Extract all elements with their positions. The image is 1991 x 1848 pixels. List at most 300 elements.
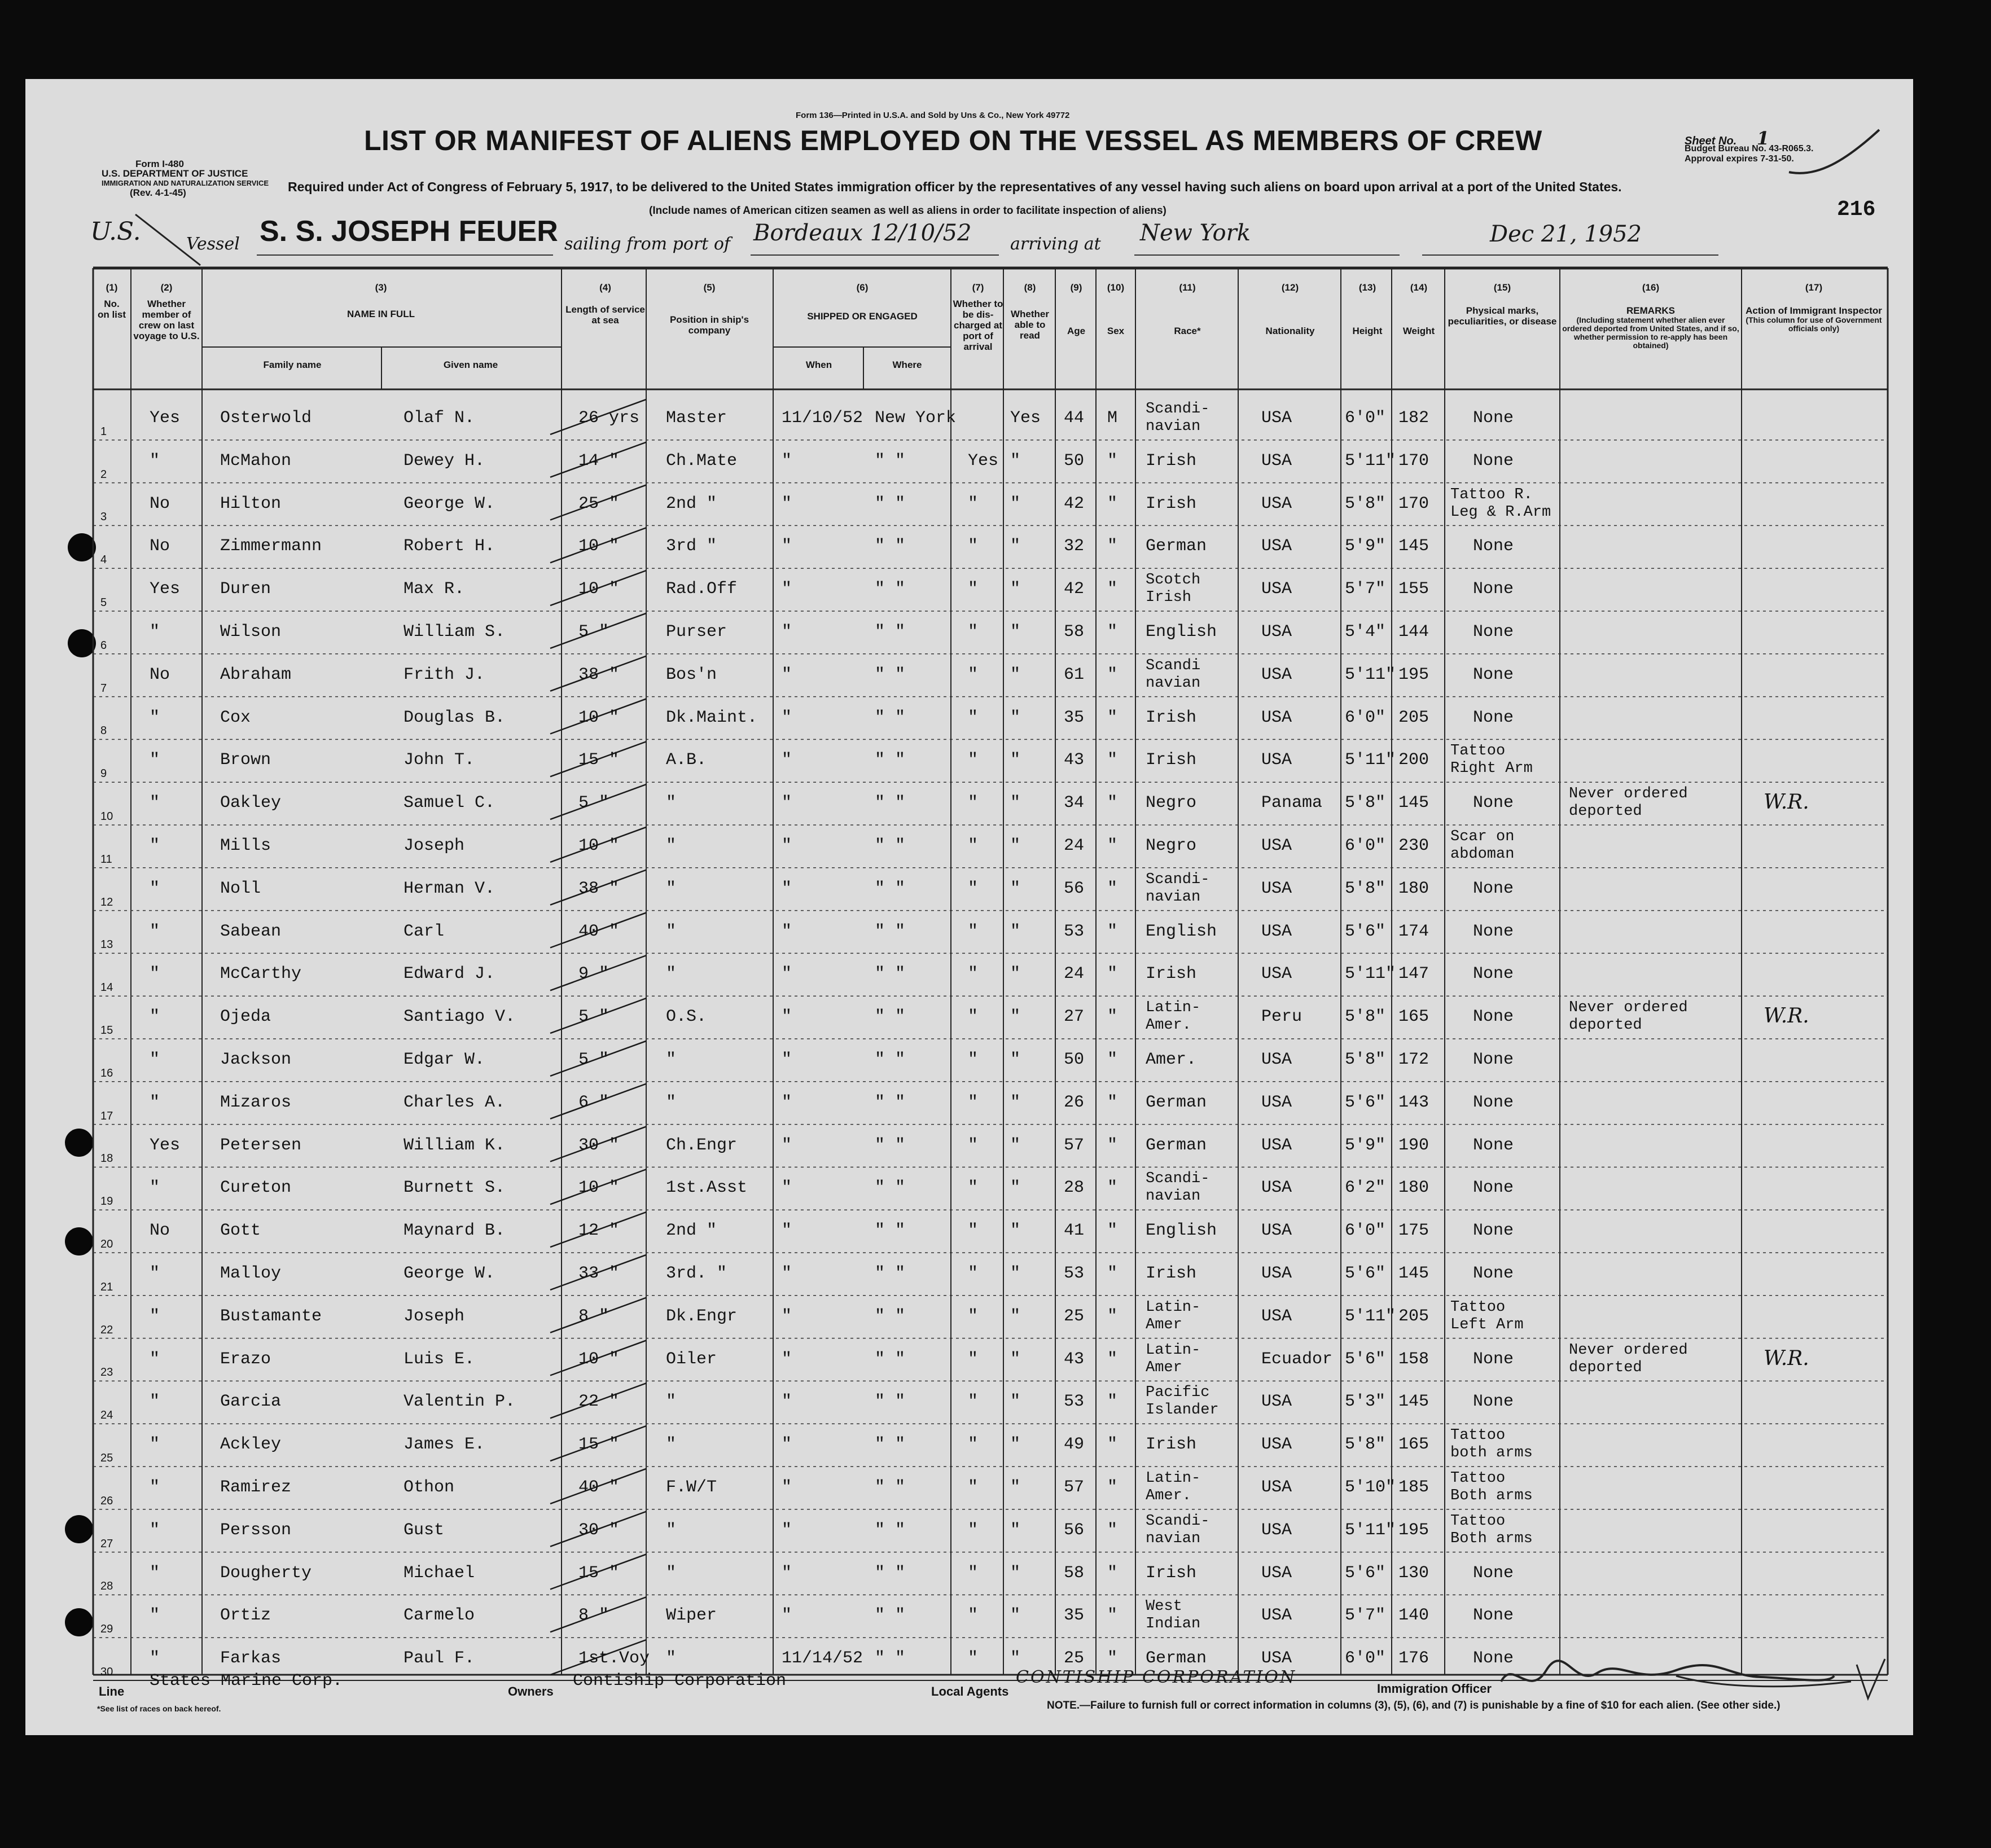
race-cell: Scandi- navian	[1146, 400, 1210, 435]
physical-marks-cell: Tattoo Right Arm	[1450, 743, 1533, 778]
member-cell: "	[150, 1178, 160, 1198]
when-cell: "	[782, 1221, 792, 1241]
sex-cell: "	[1107, 537, 1118, 556]
row-number: 5	[100, 596, 107, 609]
height-cell: 5'7"	[1345, 580, 1386, 599]
family-name-cell: Ramirez	[220, 1477, 292, 1497]
race-cell: Latin- Amer	[1146, 1341, 1201, 1376]
given-name-cell: William K.	[404, 1135, 506, 1155]
member-cell: "	[150, 1520, 160, 1540]
physical-marks-cell: None	[1473, 793, 1514, 813]
row-number: 1	[100, 425, 107, 438]
nationality-cell: USA	[1261, 750, 1292, 770]
when-cell: "	[782, 494, 792, 513]
family-name-cell: Farkas	[220, 1649, 282, 1669]
member-cell: "	[150, 451, 160, 471]
row-number: 24	[100, 1409, 113, 1422]
race-cell: Irish	[1146, 708, 1197, 727]
service-cell: 5 "	[578, 1050, 609, 1069]
when-cell: "	[782, 1135, 792, 1155]
age-cell: 57	[1064, 1135, 1085, 1155]
age-cell: 58	[1064, 622, 1085, 642]
family-name-cell: Persson	[220, 1520, 292, 1540]
able-read-cell: "	[1010, 879, 1021, 898]
service-cell: 9 "	[578, 964, 609, 984]
weight-cell: 176	[1398, 1649, 1429, 1669]
physical-marks-cell: None	[1473, 1263, 1514, 1283]
position-cell: "	[666, 1520, 677, 1540]
when-cell: "	[782, 879, 792, 898]
position-cell: "	[666, 793, 677, 813]
age-cell: 25	[1064, 1306, 1085, 1326]
race-cell: German	[1146, 1092, 1207, 1112]
able-read-cell: "	[1010, 1563, 1021, 1583]
sex-cell: "	[1107, 1649, 1118, 1669]
when-cell: "	[782, 1306, 792, 1326]
service-cell: 40 "	[578, 921, 620, 941]
when-cell: "	[782, 793, 792, 813]
height-cell: 5'6"	[1345, 921, 1386, 941]
weight-cell: 170	[1398, 451, 1429, 471]
age-cell: 25	[1064, 1649, 1085, 1669]
sex-cell: "	[1107, 1435, 1118, 1455]
age-cell: 53	[1064, 1392, 1085, 1412]
remarks-cell: Never ordered deported	[1569, 785, 1688, 820]
able-read-cell: "	[1010, 1649, 1021, 1669]
discharged-cell: "	[968, 537, 979, 556]
row-number: 20	[100, 1238, 113, 1250]
height-cell: 5'11"	[1345, 451, 1396, 471]
physical-marks-cell: None	[1473, 1563, 1514, 1583]
family-name-cell: Jackson	[220, 1050, 292, 1069]
row-number: 11	[100, 853, 112, 866]
given-name-cell: Dewey H.	[404, 451, 485, 471]
physical-marks-cell: None	[1473, 537, 1514, 556]
owners-label: Owners	[508, 1684, 554, 1698]
row-number: 23	[100, 1366, 113, 1379]
member-cell: "	[150, 1477, 160, 1497]
where-cell: " "	[875, 1392, 906, 1412]
position-cell: "	[666, 1092, 677, 1112]
nationality-cell: USA	[1261, 708, 1292, 727]
where-cell: " "	[875, 1563, 906, 1583]
able-read-cell: "	[1010, 1306, 1021, 1326]
nationality-cell: USA	[1261, 1477, 1292, 1497]
arriving-label: arriving at	[1010, 234, 1101, 254]
age-cell: 41	[1064, 1221, 1085, 1241]
col-15-header: (15) Physical marks, peculiarities, or disease	[1448, 282, 1557, 327]
when-cell: 11/10/52	[782, 408, 863, 428]
weight-cell: 180	[1398, 1178, 1429, 1198]
service-cell: 15 "	[578, 1563, 620, 1583]
row-number: 8	[100, 725, 107, 738]
weight-cell: 145	[1398, 537, 1429, 556]
row-number: 7	[100, 682, 107, 695]
when-cell: "	[782, 1349, 792, 1369]
weight-cell: 180	[1398, 879, 1429, 898]
where-cell: " "	[875, 622, 906, 642]
member-cell: "	[150, 793, 160, 813]
family-name-cell: Wilson	[220, 622, 282, 642]
height-cell: 5'11"	[1345, 1520, 1396, 1540]
sex-cell: "	[1107, 1477, 1118, 1497]
race-cell: Scandi navian	[1146, 657, 1201, 692]
nationality-cell: USA	[1261, 451, 1292, 471]
family-name-cell: Zimmermann	[220, 537, 322, 556]
row-number: 30	[100, 1666, 113, 1678]
race-cell: Amer.	[1146, 1050, 1197, 1069]
height-cell: 5'8"	[1345, 494, 1386, 513]
owners-value: Contiship Corporation	[573, 1671, 787, 1691]
col-6-header: (6) SHIPPED OR ENGAGED	[807, 282, 918, 322]
col-9-header: (9) Age	[1067, 282, 1086, 336]
able-read-cell: "	[1010, 1477, 1021, 1497]
nationality-cell: USA	[1261, 665, 1292, 684]
nationality-cell: USA	[1261, 1392, 1292, 1412]
officer-label: Immigration Officer	[1377, 1682, 1492, 1696]
sex-cell: "	[1107, 451, 1118, 471]
row-number: 28	[100, 1580, 113, 1593]
given-name-cell: Joseph	[404, 836, 465, 855]
race-cell: Scotch Irish	[1146, 572, 1201, 607]
when-cell: "	[782, 921, 792, 941]
service-cell: 5 "	[578, 1007, 609, 1027]
age-cell: 24	[1064, 964, 1085, 984]
discharged-cell: "	[968, 494, 979, 513]
nationality-cell: USA	[1261, 1435, 1292, 1455]
race-cell: Scandi- navian	[1146, 1170, 1210, 1205]
given-name-cell: Herman V.	[404, 879, 495, 898]
nationality-cell: USA	[1261, 1306, 1292, 1326]
where-cell: " "	[875, 665, 906, 684]
family-name-cell: Ortiz	[220, 1606, 271, 1626]
when-cell: "	[782, 665, 792, 684]
position-cell: Oiler	[666, 1349, 717, 1369]
where-cell: " "	[875, 451, 906, 471]
where-header: Where	[892, 359, 922, 370]
member-cell: Yes	[150, 580, 181, 599]
given-name-cell: George W.	[404, 494, 495, 513]
where-cell: " "	[875, 1349, 906, 1369]
race-cell: English	[1146, 622, 1217, 642]
col-5-header: (5) Position in ship's company	[669, 282, 749, 336]
where-cell: " "	[875, 1520, 906, 1540]
discharged-cell: "	[968, 1178, 979, 1198]
sex-cell: "	[1107, 708, 1118, 727]
col-13-header: (13) Height	[1352, 282, 1383, 336]
discharged-cell: "	[968, 836, 979, 855]
when-header: When	[805, 359, 832, 370]
family-name-cell: Oakley	[220, 793, 282, 813]
discharged-cell: "	[968, 879, 979, 898]
row-number: 14	[100, 981, 113, 994]
family-name-cell: Abraham	[220, 665, 292, 684]
position-cell: Bos'n	[666, 665, 717, 684]
race-cell: Negro	[1146, 793, 1197, 813]
service-cell: 26 yrs	[578, 408, 640, 428]
nationality-cell: Peru	[1261, 1007, 1303, 1027]
row-number: 18	[100, 1152, 113, 1165]
where-cell: " "	[875, 1007, 906, 1027]
page-title: LIST OR MANIFEST OF ALIENS EMPLOYED ON THE VESSEL AS MEMBERS OF CREW	[364, 125, 1542, 156]
physical-marks-cell: None	[1473, 451, 1514, 471]
height-cell: 5'10"	[1345, 1477, 1396, 1497]
position-cell: Purser	[666, 622, 727, 642]
where-cell: " "	[875, 1221, 906, 1241]
service-cell: 15 "	[578, 750, 620, 770]
race-cell: West Indian	[1146, 1598, 1201, 1633]
include-note: (Include names of American citizen seamen as well as aliens in order to facilitate inspection of aliens)	[649, 205, 1166, 217]
row-number: 3	[100, 511, 107, 524]
member-cell: "	[150, 1050, 160, 1069]
col-3-header: (3) NAME IN FULL	[347, 282, 415, 319]
race-cell: Irish	[1146, 1435, 1197, 1455]
service-cell: 10 "	[578, 537, 620, 556]
when-cell: "	[782, 1606, 792, 1626]
weight-cell: 190	[1398, 1135, 1429, 1155]
where-cell: " "	[875, 1178, 906, 1198]
given-name-cell: Santiago V.	[404, 1007, 516, 1027]
weight-cell: 174	[1398, 921, 1429, 941]
height-cell: 5'7"	[1345, 1606, 1386, 1626]
nationality-cell: USA	[1261, 1649, 1292, 1669]
weight-cell: 175	[1398, 1221, 1429, 1241]
family-name-cell: Mills	[220, 836, 271, 855]
nationality-cell: USA	[1261, 1520, 1292, 1540]
age-cell: 34	[1064, 793, 1085, 813]
when-cell: "	[782, 964, 792, 984]
race-cell: Irish	[1146, 451, 1197, 471]
sailing-label: sailing from port of	[564, 234, 730, 254]
race-cell: German	[1146, 1649, 1207, 1669]
age-cell: 43	[1064, 750, 1085, 770]
member-cell: No	[150, 665, 170, 684]
when-cell: 11/14/52	[782, 1649, 863, 1669]
when-cell: "	[782, 1178, 792, 1198]
nationality-cell: USA	[1261, 1563, 1292, 1583]
where-cell: " "	[875, 580, 906, 599]
member-cell: "	[150, 708, 160, 727]
discharged-cell: "	[968, 1563, 979, 1583]
height-cell: 6'2"	[1345, 1178, 1386, 1198]
sex-cell: "	[1107, 1178, 1118, 1198]
col-1-header: (1) No. on list	[97, 282, 126, 320]
races-note: *See list of races on back hereof.	[97, 1704, 221, 1713]
age-cell: 49	[1064, 1435, 1085, 1455]
position-cell: "	[666, 964, 677, 984]
where-cell: " "	[875, 879, 906, 898]
discharged-cell: "	[968, 1392, 979, 1412]
physical-marks-cell: None	[1473, 1178, 1514, 1198]
line-label: Line	[99, 1684, 125, 1698]
age-cell: 35	[1064, 1606, 1085, 1626]
given-name-cell: Joseph	[404, 1306, 465, 1326]
able-read-cell: "	[1010, 1135, 1021, 1155]
weight-cell: 143	[1398, 1092, 1429, 1112]
discharged-cell: "	[968, 1477, 979, 1497]
position-cell: F.W/T	[666, 1477, 717, 1497]
able-read-cell: "	[1010, 750, 1021, 770]
race-cell: Latin- Amer	[1146, 1298, 1201, 1333]
physical-marks-cell: None	[1473, 964, 1514, 984]
row-number: 26	[100, 1494, 113, 1507]
col-14-header: (14) Weight	[1402, 282, 1435, 336]
height-cell: 5'4"	[1345, 622, 1386, 642]
physical-marks-cell: Tattoo Both arms	[1450, 1469, 1533, 1504]
position-cell: Master	[666, 408, 727, 428]
given-name-cell: Valentin P.	[404, 1392, 516, 1412]
nationality-cell: USA	[1261, 494, 1292, 513]
service-cell: 8 "	[578, 1606, 609, 1626]
age-cell: 24	[1064, 836, 1085, 855]
member-cell: No	[150, 1221, 170, 1241]
weight-cell: 230	[1398, 836, 1429, 855]
vessel-label: Vessel	[186, 234, 240, 254]
given-name-cell: Olaf N.	[404, 408, 475, 428]
nationality-cell: USA	[1261, 1263, 1292, 1283]
member-cell: "	[150, 1649, 160, 1669]
race-cell: German	[1146, 537, 1207, 556]
service-cell: 5 "	[578, 622, 609, 642]
family-name-cell: Gott	[220, 1221, 261, 1241]
when-cell: "	[782, 1392, 792, 1412]
given-name-cell: Paul F.	[404, 1649, 475, 1669]
nationality-cell: USA	[1261, 879, 1292, 898]
sex-cell: "	[1107, 1520, 1118, 1540]
family-name-cell: Bustamante	[220, 1306, 322, 1326]
race-cell: Irish	[1146, 1563, 1197, 1583]
height-cell: 5'6"	[1345, 1263, 1386, 1283]
discharged-cell: "	[968, 665, 979, 684]
physical-marks-cell: None	[1473, 1349, 1514, 1369]
nationality-cell: USA	[1261, 1221, 1292, 1241]
agents-label: Local Agents	[931, 1684, 1009, 1698]
row-number: 13	[100, 938, 113, 951]
position-cell: "	[666, 1050, 677, 1069]
when-cell: "	[782, 1520, 792, 1540]
position-cell: O.S.	[666, 1007, 707, 1027]
col-12-header: (12) Nationality	[1265, 282, 1315, 336]
member-cell: "	[150, 750, 160, 770]
family-name-cell: Noll	[220, 879, 261, 898]
sex-cell: "	[1107, 1349, 1118, 1369]
printer-note: Form 136—Printed in U.S.A. and Sold by Uns & Co., New York 49772	[796, 111, 1070, 120]
discharged-cell: "	[968, 708, 979, 727]
age-cell: 56	[1064, 879, 1085, 898]
physical-marks-cell: None	[1473, 879, 1514, 898]
weight-cell: 145	[1398, 1392, 1429, 1412]
weight-cell: 145	[1398, 793, 1429, 813]
discharged-cell: "	[968, 1606, 979, 1626]
family-name-cell: Cureton	[220, 1178, 292, 1198]
where-cell: " "	[875, 1306, 906, 1326]
weight-cell: 158	[1398, 1349, 1429, 1369]
where-cell: " "	[875, 921, 906, 941]
member-cell: "	[150, 1092, 160, 1112]
position-cell: "	[666, 1435, 677, 1455]
row-number: 10	[100, 810, 113, 823]
sex-cell: "	[1107, 1092, 1118, 1112]
physical-marks-cell: None	[1473, 708, 1514, 727]
nationality-cell: USA	[1261, 1178, 1292, 1198]
nationality-cell: USA	[1261, 1135, 1292, 1155]
weight-cell: 195	[1398, 665, 1429, 684]
agents-value: CONTISHIP CORPORATION	[1016, 1667, 1297, 1687]
weight-cell: 182	[1398, 408, 1429, 428]
discharged-cell: "	[968, 793, 979, 813]
service-cell: 38 "	[578, 665, 620, 684]
when-cell: "	[782, 836, 792, 855]
able-read-cell: "	[1010, 1349, 1021, 1369]
service-cell: 1st.Voy	[578, 1649, 650, 1669]
position-cell: "	[666, 836, 677, 855]
service-cell: 25 "	[578, 494, 620, 513]
row-number: 9	[100, 767, 107, 780]
able-read-cell: "	[1010, 1178, 1021, 1198]
position-cell: Dk.Engr	[666, 1306, 738, 1326]
vessel-name: S. S. JOSEPH FEUER	[260, 215, 558, 248]
able-read-cell: "	[1010, 537, 1021, 556]
family-name-cell: Duren	[220, 580, 271, 599]
able-read-cell: "	[1010, 580, 1021, 599]
form-identifier: Form I-480 U.S. DEPARTMENT OF JUSTICE IMMIGRATION AND NATURALIZATION SERVICE (Rev. 4-1-45)	[102, 159, 269, 198]
height-cell: 5'11"	[1345, 1306, 1396, 1326]
age-cell: 27	[1064, 1007, 1085, 1027]
able-read-cell: "	[1010, 836, 1021, 855]
position-cell: "	[666, 921, 677, 941]
sex-cell: "	[1107, 750, 1118, 770]
discharged-cell: "	[968, 580, 979, 599]
physical-marks-cell: None	[1473, 622, 1514, 642]
discharged-cell: "	[968, 1007, 979, 1027]
row-number: 25	[100, 1452, 113, 1464]
height-cell: 5'8"	[1345, 879, 1386, 898]
discharged-cell: "	[968, 1349, 979, 1369]
position-cell: A.B.	[666, 750, 707, 770]
given-name-cell: Edgar W.	[404, 1050, 485, 1069]
race-cell: Irish	[1146, 964, 1197, 984]
service-cell: 10 "	[578, 580, 620, 599]
discharged-cell: "	[968, 1435, 979, 1455]
nationality-cell: USA	[1261, 1606, 1292, 1626]
discharged-cell: "	[968, 1520, 979, 1540]
given-name-cell: Douglas B.	[404, 708, 506, 727]
discharged-cell: "	[968, 1306, 979, 1326]
service-cell: 8 "	[578, 1306, 609, 1326]
physical-marks-cell: None	[1473, 580, 1514, 599]
age-cell: 53	[1064, 921, 1085, 941]
position-cell: "	[666, 1563, 677, 1583]
sex-cell: "	[1107, 1221, 1118, 1241]
when-cell: "	[782, 537, 792, 556]
where-cell: " "	[875, 1606, 906, 1626]
remarks-cell: Never ordered deported	[1569, 999, 1688, 1034]
given-name-cell: Gust	[404, 1520, 445, 1540]
given-name-cell: Michael	[404, 1563, 475, 1583]
position-cell: Dk.Maint.	[666, 708, 758, 727]
family-name-cell: Ojeda	[220, 1007, 271, 1027]
nationality-cell: USA	[1261, 408, 1292, 428]
row-number: 16	[100, 1066, 113, 1079]
sex-cell: M	[1107, 408, 1118, 428]
sex-cell: "	[1107, 1306, 1118, 1326]
physical-marks-cell: None	[1473, 408, 1514, 428]
age-cell: 28	[1064, 1178, 1085, 1198]
service-cell: 30 "	[578, 1135, 620, 1155]
row-number: 27	[100, 1537, 113, 1550]
discharged-cell: Yes	[968, 451, 999, 471]
given-name-cell: Max R.	[404, 580, 465, 599]
